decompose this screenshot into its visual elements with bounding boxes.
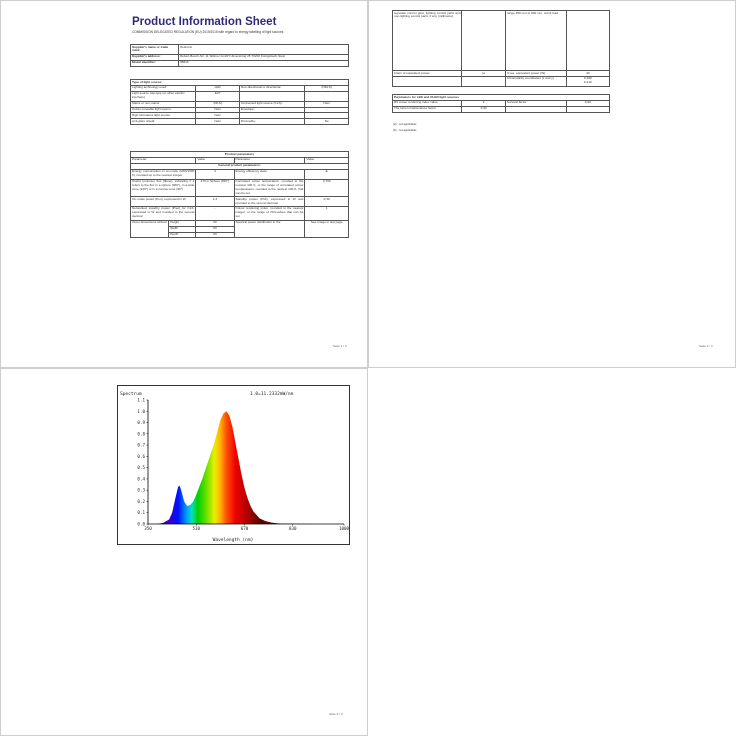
table-cell — [462, 76, 505, 86]
table-row — [393, 76, 610, 86]
table-cell: LED — [196, 85, 240, 91]
y-tick-label: 0.1 — [137, 510, 145, 516]
x-tick-label: 670 — [240, 526, 249, 531]
model-identifier-label: Model identifier: — [131, 60, 179, 66]
table-row — [131, 206, 349, 220]
table-cell: Energy consumption in on-mode (kWh/1000 h), rounded up to the nearest integer — [132, 169, 195, 178]
table-cell — [305, 91, 349, 101]
supplier-name-value: Heitronic — [178, 45, 348, 55]
y-tick-label: 0.3 — [137, 487, 145, 493]
spectrum-area — [148, 411, 344, 524]
page-number: Seite 1 / 3 — [333, 344, 347, 348]
table-cell: No — [305, 119, 349, 125]
table-cell: E — [305, 169, 349, 179]
table-cell: 2.700 — [305, 179, 349, 197]
spectral-distribution-label: Spectral power distribution in the — [234, 220, 305, 238]
table-cell: 470 in Sphere (360°) — [196, 179, 234, 197]
table-cell: The lumen maintenance factor — [393, 106, 462, 112]
height-label: Height — [169, 220, 196, 226]
depth-value: 60 — [196, 232, 234, 238]
table-cell: R9 colour rendering index value — [393, 100, 462, 106]
table-cell — [566, 11, 609, 71]
table-cell: Energy efficiency class — [234, 169, 305, 179]
table-cell: 1 — [305, 206, 349, 220]
table-cell: 4,3 — [196, 197, 234, 207]
table-cell: 0,93 — [462, 106, 505, 112]
height-value: 60 — [196, 220, 234, 226]
column-header: Value — [196, 157, 234, 163]
y-tick-label: 0.2 — [137, 498, 145, 504]
table-cell: 0,90 — [566, 100, 609, 106]
table-cell: (MLS) — [196, 101, 240, 107]
table-row — [131, 119, 349, 125]
table-cell: If yes, equivalent power (W) — [505, 71, 566, 77]
y-tick-label: 0.8 — [137, 431, 145, 437]
table-cell: ja — [462, 71, 505, 77]
table-row — [393, 11, 610, 71]
table-cell: High luminance light source: — [131, 113, 196, 119]
table-cell: 4 — [196, 169, 234, 179]
table-cell: Colour rendering index, rounded to the nearest integer, or the range of CRI-values that can be set — [235, 206, 304, 219]
table-cell: Non-directional or directional: — [239, 85, 304, 91]
table-row — [131, 91, 349, 101]
table-cell: Networked standby power (Pnet) for CLS, expressed in W and rounded to the second decimal — [132, 206, 195, 219]
table-cell: 2 — [462, 100, 505, 106]
table-cell: Useful luminous flux (Φuse), indicating if it refers to the flux in a sphere (360°), in a wide cone (120°) or in a narrow cone (90°) — [131, 179, 196, 197]
type-heading: Type of light source: — [131, 80, 349, 86]
dimensions-label: Outer dimensions without — [131, 220, 169, 238]
supplier-table — [130, 44, 349, 67]
footnote: (a) : not applicable; — [393, 122, 417, 126]
y-tick-label: 0.7 — [137, 442, 145, 448]
table-cell: Nein — [305, 101, 349, 107]
table-cell: Standby power (Psb), expressed in W and rounded to the second decimal — [235, 196, 304, 205]
table-cell: Envelope: — [239, 107, 304, 113]
page-title: Product Information Sheet — [132, 16, 277, 28]
table-cell: E27 — [196, 91, 240, 101]
table-row — [131, 179, 349, 197]
table-cell: Nein — [196, 113, 240, 119]
width-label: Width — [169, 226, 196, 232]
table-cell: 40 — [566, 71, 609, 77]
y-tick-label: 0.6 — [137, 453, 145, 459]
table-cell: Light source cap-type (or other electric interface) — [131, 91, 196, 101]
column-header: Parameter — [131, 157, 196, 163]
chromaticity-x-value: 0,460 — [583, 76, 592, 81]
table-cell: Dimmable: — [239, 119, 304, 125]
page-number: Seite 2 / 3 — [699, 344, 713, 348]
plot-area — [137, 398, 349, 532]
table-row — [131, 45, 349, 55]
led-parameters-table — [392, 94, 610, 113]
supplier-address-label: Supplier's address: — [131, 54, 179, 60]
table-cell — [239, 91, 304, 101]
general-parameters-heading: General product parameters: — [131, 163, 349, 169]
table-cell — [566, 106, 609, 112]
page-number: Seite 3 / 3 — [329, 712, 343, 716]
table-cell: Anti-glare shield: — [131, 119, 196, 125]
x-tick-label: 830 — [288, 526, 297, 531]
table-cell: - — [196, 206, 234, 220]
table-cell: Correlated colour temperature, rounded to the nearest 100 K, or the range of correlated colour temperatures, rounded to the nearest 100 K, that can be set — [235, 179, 304, 195]
light-source-type-table — [130, 79, 349, 125]
table-row — [131, 197, 349, 207]
table-cell: Colour-tuneable light source: — [131, 107, 196, 113]
table-cell: Nein — [196, 107, 240, 113]
table-cell: 0,30 — [305, 197, 349, 207]
spectrum-chart-svg — [118, 386, 349, 544]
continuation-table — [392, 10, 610, 87]
column-header: Value — [305, 157, 349, 163]
x-axis-label: Wavelength (nm) — [212, 538, 254, 543]
document-page-1 — [0, 0, 368, 368]
table-cell: - — [305, 107, 349, 113]
table-cell: Mains or non-mains: — [131, 101, 196, 107]
table-cell: Nein — [196, 119, 240, 125]
table-cell — [462, 11, 505, 71]
column-header: Parameter — [234, 157, 305, 163]
table-cell: (NDLS) — [305, 85, 349, 91]
spectral-distribution-value: See Image in last page — [305, 220, 349, 238]
product-parameters-heading: Product parameters — [131, 152, 349, 158]
y-tick-label: 0.5 — [137, 465, 145, 471]
led-section-heading: Parameters for LED and OLED light sources — [393, 95, 610, 101]
y-axis-label: Spectrum — [120, 392, 142, 397]
supplier-name-label: Supplier's name or trade mark: — [131, 45, 179, 55]
y-tick-label: 0.0 — [137, 521, 145, 527]
regulation-text: COMMISSION DELEGATED REGULATION (EU) 2019/2015 with regard to energy labelling of light sources — [132, 30, 284, 34]
table-cell: Claim of equivalent power — [393, 71, 462, 77]
table-cell: On-mode power (Pon), expressed in W — [131, 197, 196, 207]
table-row — [131, 60, 349, 66]
table-row — [393, 106, 610, 112]
chart-title: 1.0=11.2332mW/nm — [250, 392, 294, 397]
table-cell: separate control gear, lighting control parts and non-lighting control parts, if any (millimetre) — [393, 11, 462, 71]
chromaticity-y-value: 0,410 — [583, 80, 592, 85]
table-row — [131, 169, 349, 179]
y-tick-label: 1.0 — [137, 408, 145, 414]
y-tick-label: 1.1 — [137, 397, 145, 403]
table-cell — [505, 106, 566, 112]
table-cell: range 250 mm to 600 mm, at full load — [505, 11, 566, 71]
table-cell: Connected light source (CLS): — [239, 101, 304, 107]
x-tick-label: 510 — [192, 526, 201, 531]
supplier-address-value: Robert-Bosch-Str. 11 Stillmer GmbH Ulmerstring 25 70202 Königsbach-Stein — [178, 54, 348, 60]
footnote: (b) : not applicable; — [393, 128, 417, 132]
x-tick-label: 1000 — [338, 526, 349, 531]
table-cell — [393, 76, 462, 86]
model-identifier-value: 35816 — [178, 60, 348, 66]
table-cell: Survival factor — [505, 100, 566, 106]
y-tick-label: 0.4 — [137, 476, 145, 482]
table-cell — [566, 76, 609, 86]
spectrum-chart — [117, 385, 350, 545]
product-parameters-table — [130, 151, 349, 238]
table-cell: Lighting technology used: — [131, 85, 196, 91]
x-tick-label: 350 — [144, 526, 152, 531]
depth-label: Depth — [169, 232, 196, 238]
width-value: 60 — [196, 226, 234, 232]
table-cell: Chromaticity coordinates (x and y) — [505, 76, 566, 86]
table-row — [131, 220, 349, 226]
y-tick-label: 0.9 — [137, 420, 145, 426]
